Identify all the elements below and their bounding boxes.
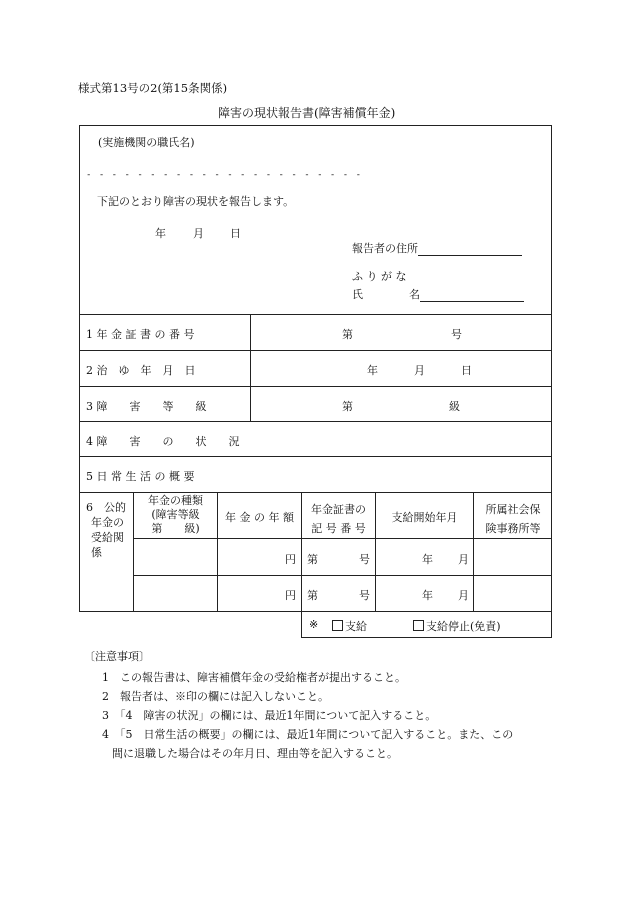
date-year-label: 年 bbox=[155, 227, 166, 240]
name-label-second: 名 bbox=[409, 288, 420, 301]
header-line: 第 級) bbox=[151, 522, 200, 535]
page-title: 障害の現状報告書(障害補償年金) bbox=[218, 106, 396, 120]
header-pension-kind bbox=[134, 494, 217, 536]
row3-kyu: 級 bbox=[449, 400, 460, 413]
row6b-go: 号 bbox=[359, 589, 370, 602]
divider bbox=[79, 421, 552, 422]
header-line: 記 号 番 号 bbox=[311, 522, 366, 535]
divider bbox=[79, 492, 552, 493]
divider bbox=[133, 575, 552, 576]
stop-label: 支給停止(免責) bbox=[426, 620, 501, 633]
note-item: 1 この報告書は、障害補償年金の受給権者が提出すること。 bbox=[102, 671, 406, 684]
name-label-first: 氏 bbox=[352, 288, 363, 301]
header-start-date: 支給開始年月 bbox=[391, 511, 458, 524]
pay-checkbox[interactable] bbox=[332, 620, 343, 631]
row6b-month: 月 bbox=[458, 589, 469, 602]
row1-go: 号 bbox=[451, 328, 462, 341]
header-line: 所属社会保 bbox=[485, 503, 541, 516]
row6b-yen: 円 bbox=[285, 589, 296, 602]
row6a-yen: 円 bbox=[285, 553, 296, 566]
pay-option bbox=[332, 618, 367, 634]
row1-label: 1 年 金 証 書 の 番 号 bbox=[86, 328, 195, 341]
divider bbox=[133, 538, 552, 539]
stop-option bbox=[413, 618, 501, 634]
header-line: 年金の種類 bbox=[148, 494, 203, 507]
column-divider bbox=[250, 314, 251, 421]
divider bbox=[79, 314, 552, 315]
row6b-dai: 第 bbox=[307, 589, 318, 602]
header-pension-amount: 年 金 の 年 額 bbox=[225, 511, 294, 524]
row3-label: 3 障 害 等 級 bbox=[86, 400, 207, 413]
institution-dashline: - - - - - - - - - - - - - - - - - - - - - - bbox=[86, 170, 362, 180]
section6-label-line: 6 公的 bbox=[86, 501, 126, 514]
row5-label: 5 日 常 生 活 の 概 要 bbox=[86, 470, 195, 483]
header-line: (障害等級 bbox=[151, 508, 200, 521]
header-line: 年金証書の bbox=[311, 503, 366, 516]
address-row bbox=[352, 240, 522, 256]
header-insurance-office bbox=[474, 500, 552, 538]
header-line: 険事務所等 bbox=[485, 522, 541, 535]
name-row bbox=[352, 286, 524, 302]
divider bbox=[79, 350, 552, 351]
notes-heading: 〔注意事項〕 bbox=[84, 650, 150, 663]
row1-dai: 第 bbox=[342, 328, 353, 341]
note-item: 3 「4 障害の状況」の欄には、最近1年間について記入すること。 bbox=[102, 709, 437, 722]
form-number: 様式第13号の2(第15条関係) bbox=[78, 81, 228, 95]
row3-dai: 第 bbox=[342, 400, 353, 413]
date-month-label: 月 bbox=[193, 227, 204, 240]
row2-label: 2 治 ゆ 年 月 日 bbox=[86, 364, 196, 377]
name-field[interactable] bbox=[420, 290, 524, 302]
row2-day: 日 bbox=[461, 364, 472, 377]
date-day-label: 日 bbox=[230, 227, 241, 240]
report-statement: 下記のとおり障害の現状を報告します。 bbox=[97, 195, 295, 208]
address-field[interactable] bbox=[418, 244, 522, 256]
section6-label-line: 受給関 bbox=[91, 531, 124, 544]
row2-year: 年 bbox=[367, 364, 378, 377]
divider bbox=[79, 456, 552, 457]
official-use-mark: ※ bbox=[309, 618, 319, 631]
note-item: 4 「5 日常生活の概要」の欄には、最近1年間について記入すること。また、この bbox=[102, 728, 514, 741]
row6a-go: 号 bbox=[359, 553, 370, 566]
furigana-label: ふ り が な bbox=[352, 270, 407, 283]
row6a-month: 月 bbox=[458, 553, 469, 566]
row2-month: 月 bbox=[414, 364, 425, 377]
stop-checkbox[interactable] bbox=[413, 620, 424, 631]
header-cert-number bbox=[302, 500, 375, 538]
section6-label-line: 年金の bbox=[91, 516, 124, 529]
section6-label-line: 係 bbox=[91, 546, 102, 559]
row6a-dai: 第 bbox=[307, 553, 318, 566]
note-item: 2 報告者は、※印の欄には記入しないこと。 bbox=[102, 690, 329, 703]
row6b-year: 年 bbox=[422, 589, 433, 602]
divider bbox=[79, 386, 552, 387]
pay-label: 支給 bbox=[345, 620, 367, 633]
institution-label: (実施機関の職氏名) bbox=[98, 136, 195, 149]
row4-label: 4 障 害 の 状 況 bbox=[86, 435, 240, 448]
section6-label bbox=[86, 500, 126, 560]
row6a-year: 年 bbox=[422, 553, 433, 566]
address-label: 報告者の住所 bbox=[352, 242, 418, 255]
note-item-continuation: 間に退職した場合はその年月日、理由等を記入すること。 bbox=[112, 747, 398, 760]
